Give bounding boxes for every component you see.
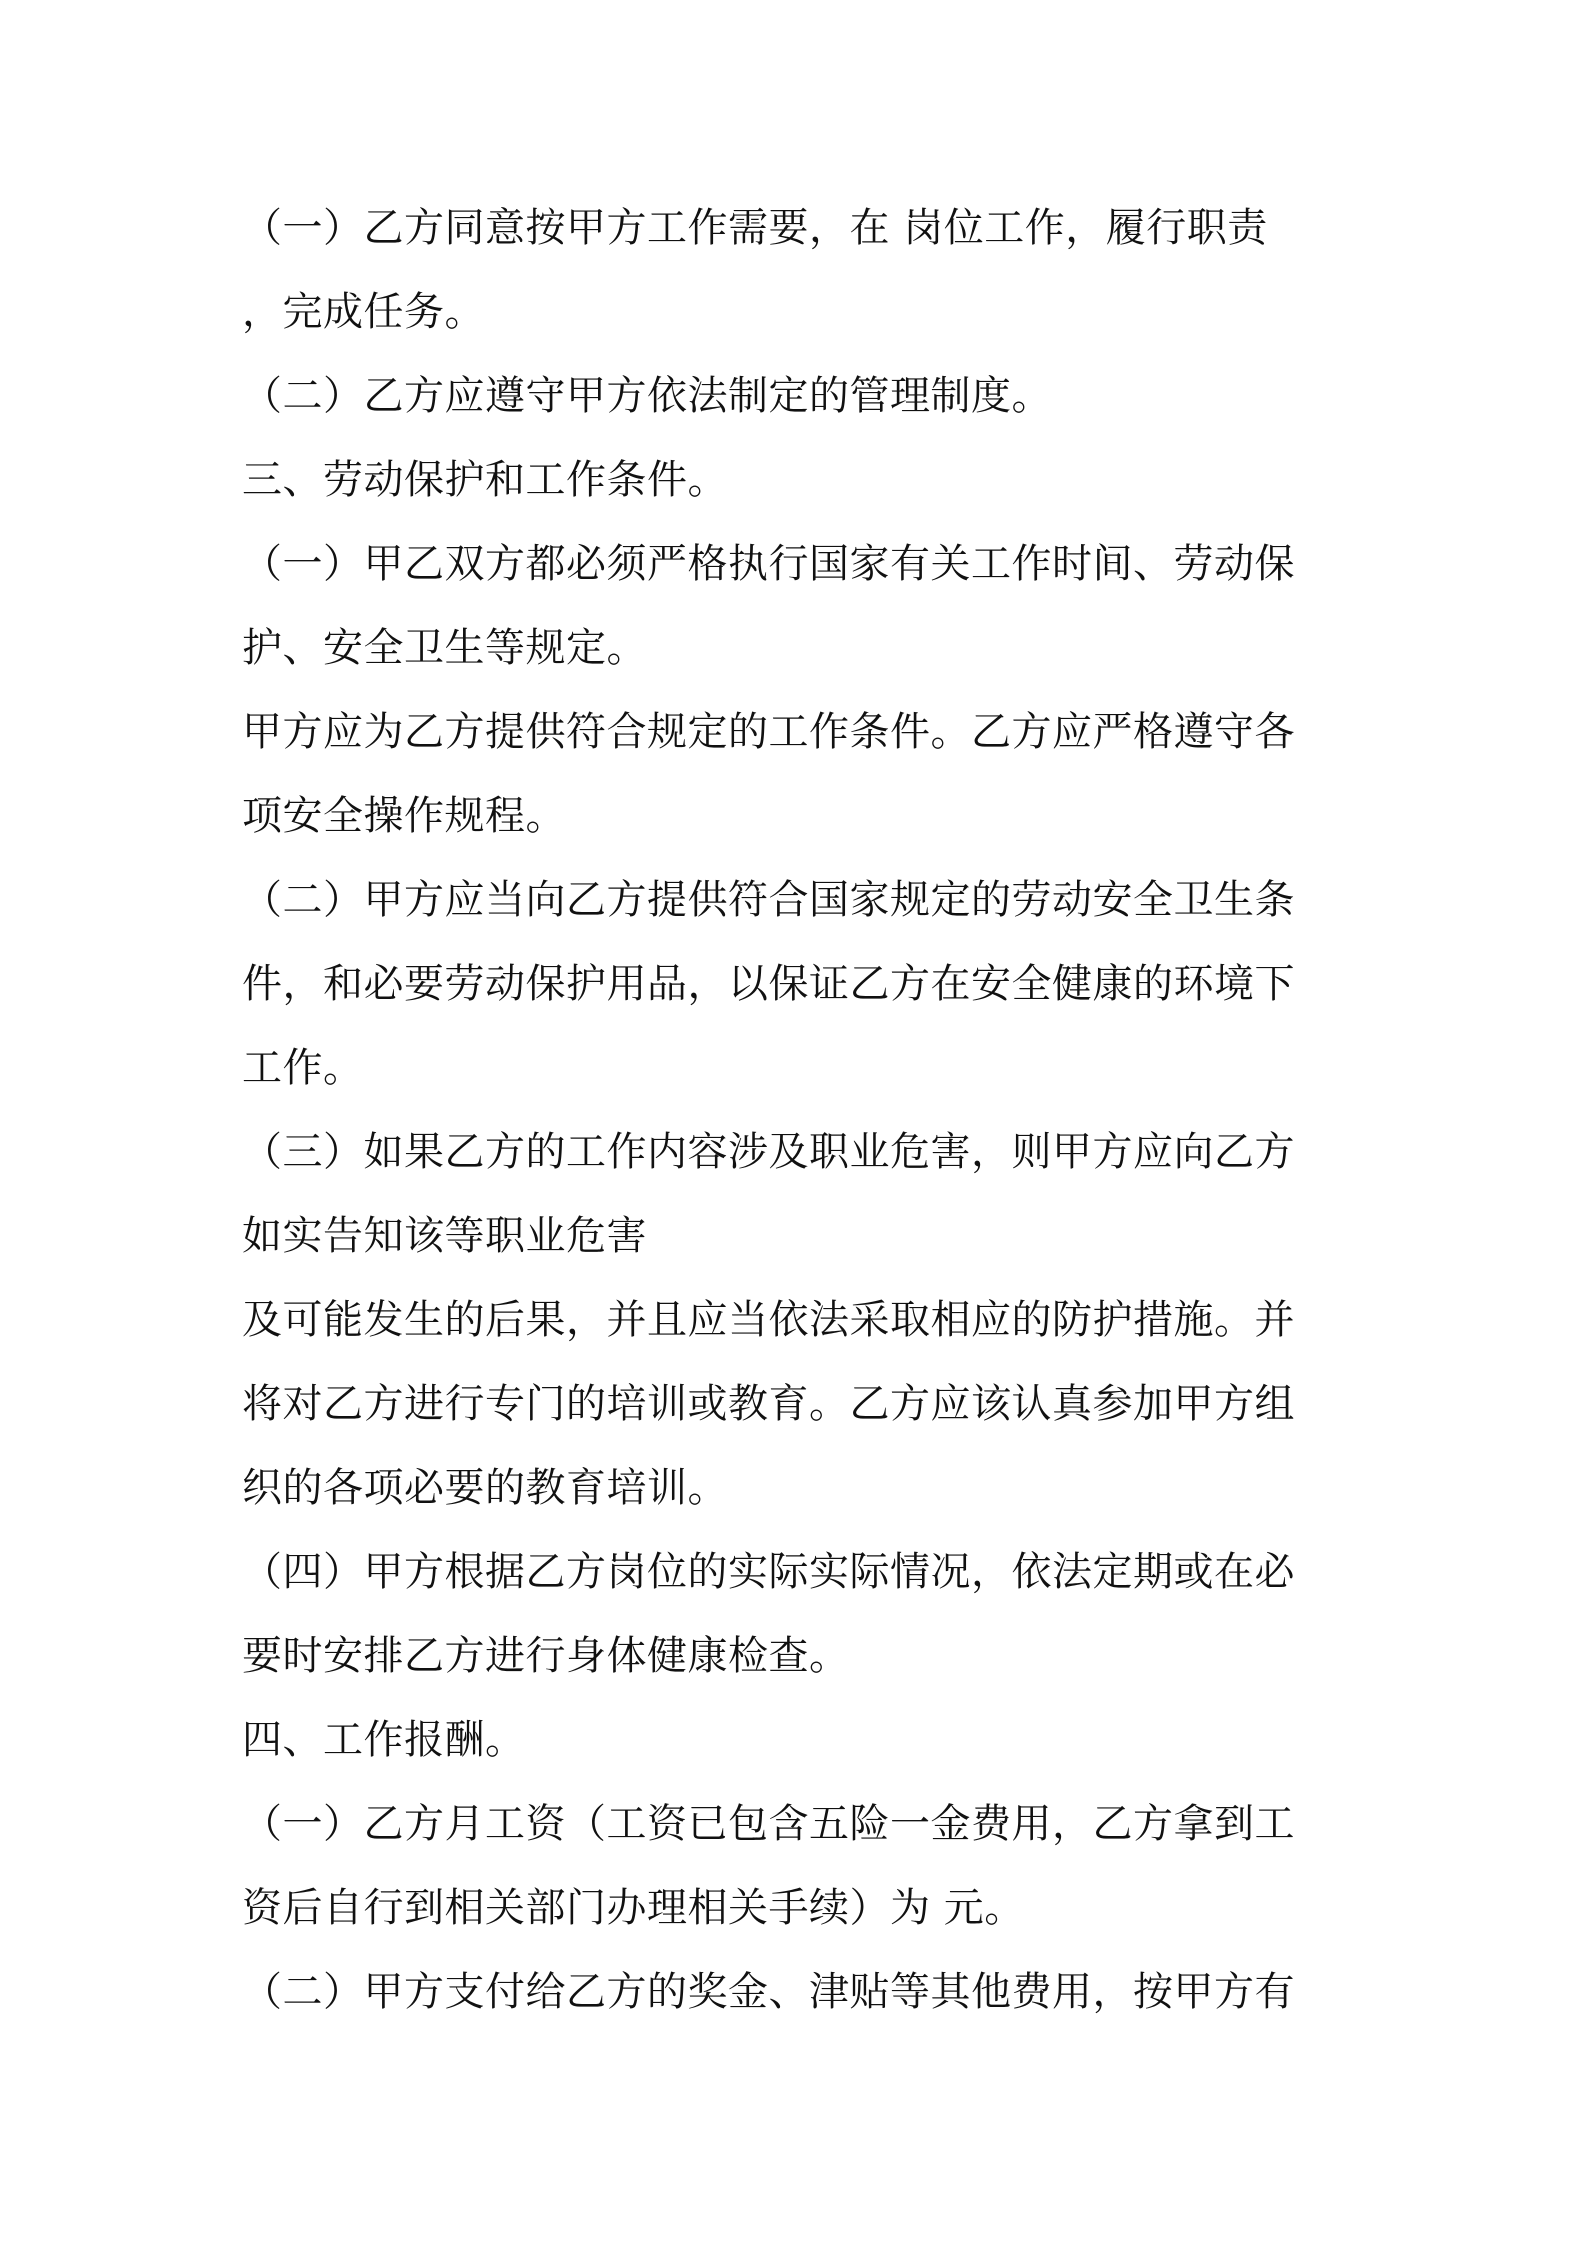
text-line: （二）甲方支付给乙方的奖金、津贴等其他费用，按甲方有	[242, 1969, 1295, 2015]
text-line: 将对乙方进行专门的培训或教育。乙方应该认真参加甲方组	[242, 1381, 1295, 1427]
section-heading: 三、劳动保护和工作条件。	[242, 457, 728, 503]
text-line: 工作。	[242, 1045, 364, 1091]
text-line: （一）乙方同意按甲方工作需要，在 岗位工作，履行职责	[242, 205, 1268, 251]
text-line: 资后自行到相关部门办理相关手续）为 元。	[242, 1885, 1025, 1931]
text-line: （一）甲乙双方都必须严格执行国家有关工作时间、劳动保	[242, 541, 1295, 587]
text-line: 及可能发生的后果，并且应当依法采取相应的防护措施。并	[242, 1297, 1295, 1343]
section-heading: 四、工作报酬。	[242, 1717, 526, 1763]
text-line: 织的各项必要的教育培训。	[242, 1465, 728, 1511]
text-line: （四）甲方根据乙方岗位的实际实际情况，依法定期或在必	[242, 1549, 1295, 1595]
text-line: 甲方应为乙方提供符合规定的工作条件。乙方应严格遵守各	[242, 709, 1295, 755]
text-line: 项安全操作规程。	[242, 793, 566, 839]
text-line: 件，和必要劳动保护用品，以保证乙方在安全健康的环境下	[242, 961, 1295, 1007]
text-line: 如实告知该等职业危害	[242, 1213, 647, 1259]
text-line: （三）如果乙方的工作内容涉及职业危害，则甲方应向乙方	[242, 1129, 1295, 1175]
text-line: ，完成任务。	[242, 289, 485, 335]
text-line: （一）乙方月工资（工资已包含五险一金费用，乙方拿到工	[242, 1801, 1295, 1847]
text-line: （二）甲方应当向乙方提供符合国家规定的劳动安全卫生条	[242, 877, 1295, 923]
text-line: 护、安全卫生等规定。	[242, 625, 647, 671]
text-line: 要时安排乙方进行身体健康检查。	[242, 1633, 850, 1679]
text-line: （二）乙方应遵守甲方依法制定的管理制度。	[242, 373, 1052, 419]
